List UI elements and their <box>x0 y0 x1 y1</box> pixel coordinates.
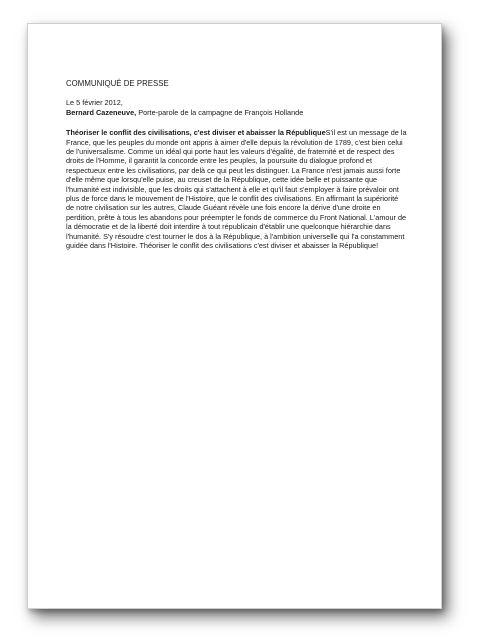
document-date: Le 5 février 2012, <box>66 98 123 108</box>
author-role: Porte-parole de la campagne de François Hollande <box>136 107 304 117</box>
article-heading: Théoriser le conflit des civilisations, c'est diviser et abaisser la République <box>66 128 326 138</box>
author-line <box>66 108 408 117</box>
document-content <box>66 79 408 251</box>
document-page <box>27 23 442 609</box>
document-title: COMMUNIQUÉ DE PRESSE <box>66 79 169 88</box>
article-text: S'il est un message de la France, que les peuples du monde ont appris à aimer d'elle depuis la révolution de 1789, c'est bien celui de l'universalisme. Comme un idéal qui porte haut les valeurs d'égalité, de fraternité et de respect des droits de l'Homme, il garantit la concorde entre les peuples, la poursuite du dialogue profond et respectueux entre les civilisations, par delà ce qui peut les distinguer. La France n'est jamais aussi forte d'elle même que lorsqu'elle puise, au creuset de la République, cette idée belle et puissante que l'humanité est indivisible, que les droits qui s'attachent à elle et qu'il faut s'employer à faire prévaloir ont plus de force dans le mouvement de l'Histoire, que le conflit des civilisations. En affirmant la supériorité de notre civilisation sur les autres, Claude Guéant révèle une fois encore la dérive d'une droite en perdition, prête à tous les abandons pour préempter le fonds de commerce du Front National. L'amour de la démocratie et de la liberté doit interdire à tout républicain d'établir une quelconque hiérarchie dans l'humanité. S'y résoudre c'est tourner le dos à la République, à l'ambition universelle qui l'a constamment guidée dans l'Histoire. Théoriser le conflit des civilisations c'est diviser et abaisser la République! <box>66 128 407 251</box>
author-name: Bernard Cazeneuve, <box>66 107 137 117</box>
article-body <box>66 128 408 250</box>
